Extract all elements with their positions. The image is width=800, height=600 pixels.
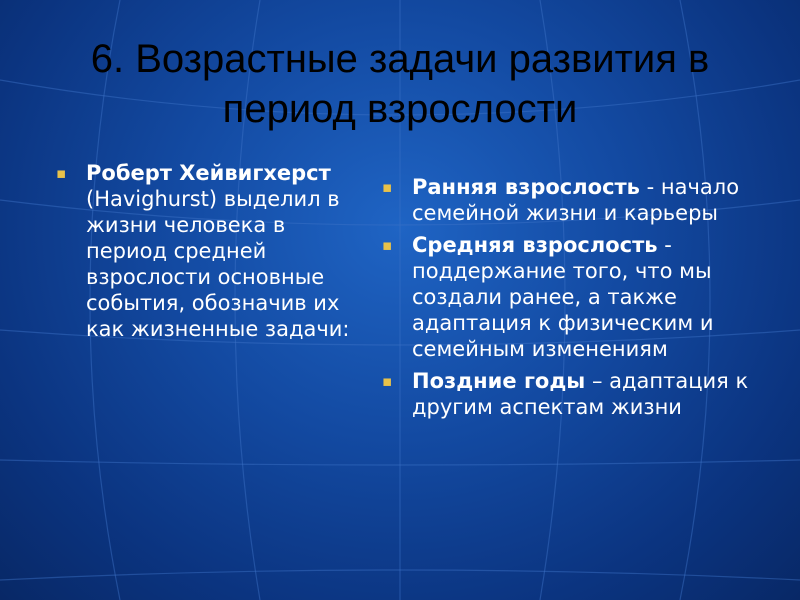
bullet-item-late-years xyxy=(380,368,780,420)
stage-description: - начало семейной жизни и карьеры xyxy=(412,175,740,225)
author-description: (Havighurst) выделил в жизни человека в период средней взрослости основные события, обозначив их как жизненные задачи: xyxy=(86,187,350,341)
square-bullet-icon: ▪ xyxy=(56,164,67,182)
author-name: Роберт Хейвигхерст xyxy=(86,161,331,185)
title-line-2: период взрослости xyxy=(222,87,578,131)
stage-name: Поздние годы xyxy=(412,369,586,393)
right-column xyxy=(380,174,780,426)
bullet-item-middle-adulthood xyxy=(380,232,780,362)
slide-title xyxy=(40,34,760,134)
stage-name: Средняя взрослость xyxy=(412,233,658,257)
left-column xyxy=(54,160,354,342)
bullet-item-havighurst xyxy=(54,160,354,342)
stage-description: – адаптация к другим аспектам жизни xyxy=(412,369,749,419)
stage-name: Ранняя взрослость xyxy=(412,175,640,199)
square-bullet-icon: ▪ xyxy=(382,236,393,254)
square-bullet-icon: ▪ xyxy=(382,372,393,390)
title-line-1: 6. Возрастные задачи развития в xyxy=(90,37,710,81)
bullet-item-early-adulthood xyxy=(380,174,780,226)
square-bullet-icon: ▪ xyxy=(382,178,393,196)
stage-description: - поддержание того, что мы создали ранее, а также адаптация к физическим и семейным изменениям xyxy=(412,233,714,361)
